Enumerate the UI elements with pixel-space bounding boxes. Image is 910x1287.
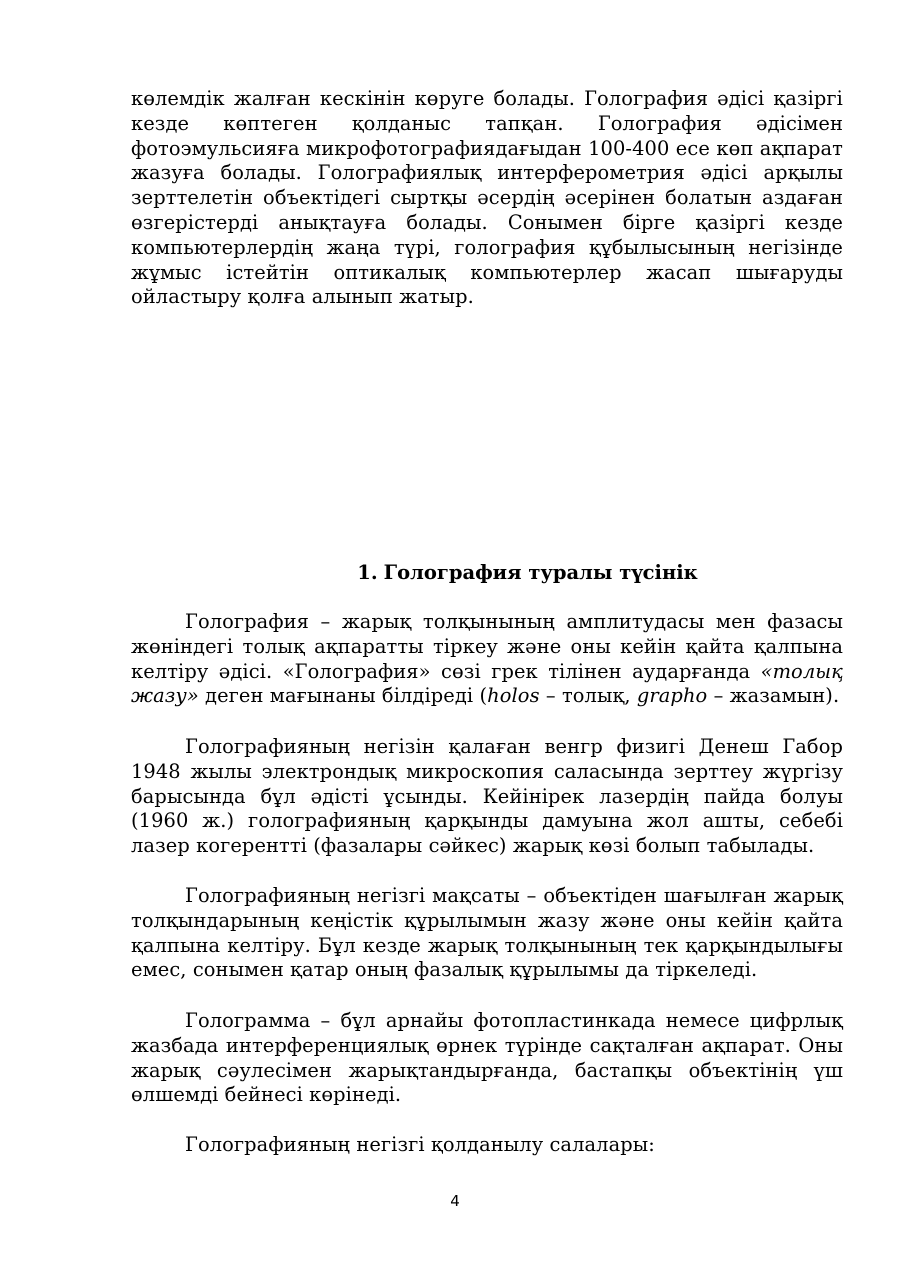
- definition-text-4: – жазамын).: [707, 684, 840, 708]
- definition-emphasis: «толық жазу»: [131, 659, 843, 708]
- section-number: 1.: [357, 561, 378, 584]
- greek-term-holos: holos: [487, 684, 540, 708]
- definition-text-3: – толық,: [539, 684, 637, 708]
- page-number: 4: [450, 1192, 460, 1210]
- history-paragraph: Голографияның негізін қалаған венгр физигі Денеш Габор 1948 жылы электрондық микроскопия саласында зерттеу жүргізу барысында бұл әдісті ұсынды. Кейінірек лазердің пайда болуы (1960 ж.) голографияның қарқынды дамуына жол ашты, себебі лазер когерентті (фазалары сәйкес) жарық көзі болып табылады.: [131, 735, 843, 858]
- intro-paragraph: көлемдік жалған кескінін көруге болады. Голография әдісі қазіргі кезде көптеген қолданыс тапқан. Голография әдісімен фотоэмульсияға микрофотографиядағыдан 100-400 есе көп ақпарат жазуға болады. Голографиялық интерферометрия әдісі арқылы зерттелетін объектідегі сыртқы әсердің әсерінен болатын аздаған өзгерістерді анықтауға болады. Сонымен бірге қазіргі кезде компьютерлердің жаңа түрі, голография құбылысының негізінде жұмыс істейтін оптикалық компьютерлер жасап шығаруды ойластыру қолға алынып жатыр.: [131, 87, 843, 309]
- applications-intro: Голографияның негізгі қолданылу салалары:: [185, 1133, 655, 1156]
- definition-paragraph: [131, 610, 843, 709]
- definition-text-1: Голография – жарық толқынының амплитудасы мен фазасы жөніндегі толық ақпаратты тіркеу және оны кейін қайта қалпына келтіру әдісі. «Голография» сөзі грек тілінен аударғанда: [131, 610, 843, 683]
- section-heading: [0, 560, 910, 586]
- hologram-paragraph: Голограмма – бұл арнайы фотопластинкада немесе цифрлық жазбада интерференциялық өрнек түрінде сақталған ақпарат. Оны жарық сәулесімен жарықтандырғанда, бастапқы объектінің үш өлшемді бейнесі көрінеді.: [131, 1009, 843, 1107]
- section-title: Голография туралы түсінік: [383, 561, 698, 584]
- greek-term-grapho: grapho: [636, 684, 708, 708]
- definition-text-2: деген мағынаны білдіреді (: [198, 684, 488, 708]
- purpose-paragraph: Голографияның негізгі мақсаты – объектіден шағылған жарық толқындарының кеңістік құрылымын жазу және оны кейін қайта қалпына келтіру. Бұл кезде жарық толқынының тек қарқындылығы емес, сонымен қатар оның фазалық құрылымы да тіркеледі.: [131, 884, 843, 982]
